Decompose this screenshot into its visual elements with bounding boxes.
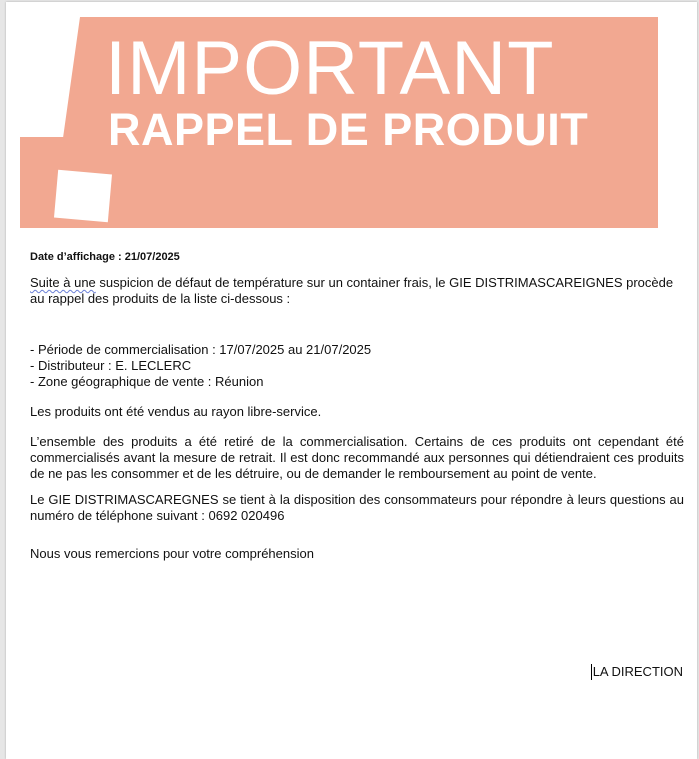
intro-paragraph: [30, 275, 684, 307]
intro-text: suspicion de défaut de température sur un container frais, le GIE DISTRIMASCAREIGNES procède au rappel des produits de la liste ci-dessous :: [30, 275, 674, 306]
details-list: [30, 342, 684, 390]
detail-period: - Période de commercialisation : 17/07/2025 au 21/07/2025: [30, 342, 372, 357]
rayon-paragraph: Les produits ont été vendus au rayon libre-service.: [30, 404, 322, 419]
banner-subtitle: RAPPEL DE PRODUIT: [108, 104, 589, 155]
exclamation-dot-icon: [54, 170, 112, 223]
thanks-paragraph: Nous vous remercions pour votre compréhension: [30, 546, 314, 561]
contact-paragraph: Le GIE DISTRIMASCAREGNES se tient à la disposition des consommateurs pour répondre à leurs questions au numéro de téléphone suivant : 0692 020496: [30, 492, 684, 523]
document-page: [6, 2, 697, 759]
signature-text: LA DIRECTION: [592, 664, 683, 679]
exclamation-bar-icon: [20, 17, 80, 137]
detail-distributor: - Distributeur : E. LECLERC: [30, 358, 192, 373]
detail-zone: - Zone géographique de vente : Réunion: [30, 374, 264, 389]
posting-date: Date d’affichage : 21/07/2025: [30, 251, 180, 263]
recall-banner: [20, 17, 658, 228]
signature[interactable]: [593, 664, 683, 680]
spellcheck-underlined-text: Suite à une: [30, 275, 96, 290]
withdrawal-paragraph: L’ensemble des produits a été retiré de la commercialisation. Certains de ces produits ont cependant été commercialisés avant la mesure de retrait. Il est donc recommandé aux personnes qui détiendraient ces produits de ne pas les consommer et de les détruire, ou de demander le remboursement au point de vente.: [30, 434, 684, 481]
text-caret: [591, 664, 592, 680]
banner-title: IMPORTANT: [105, 26, 555, 111]
